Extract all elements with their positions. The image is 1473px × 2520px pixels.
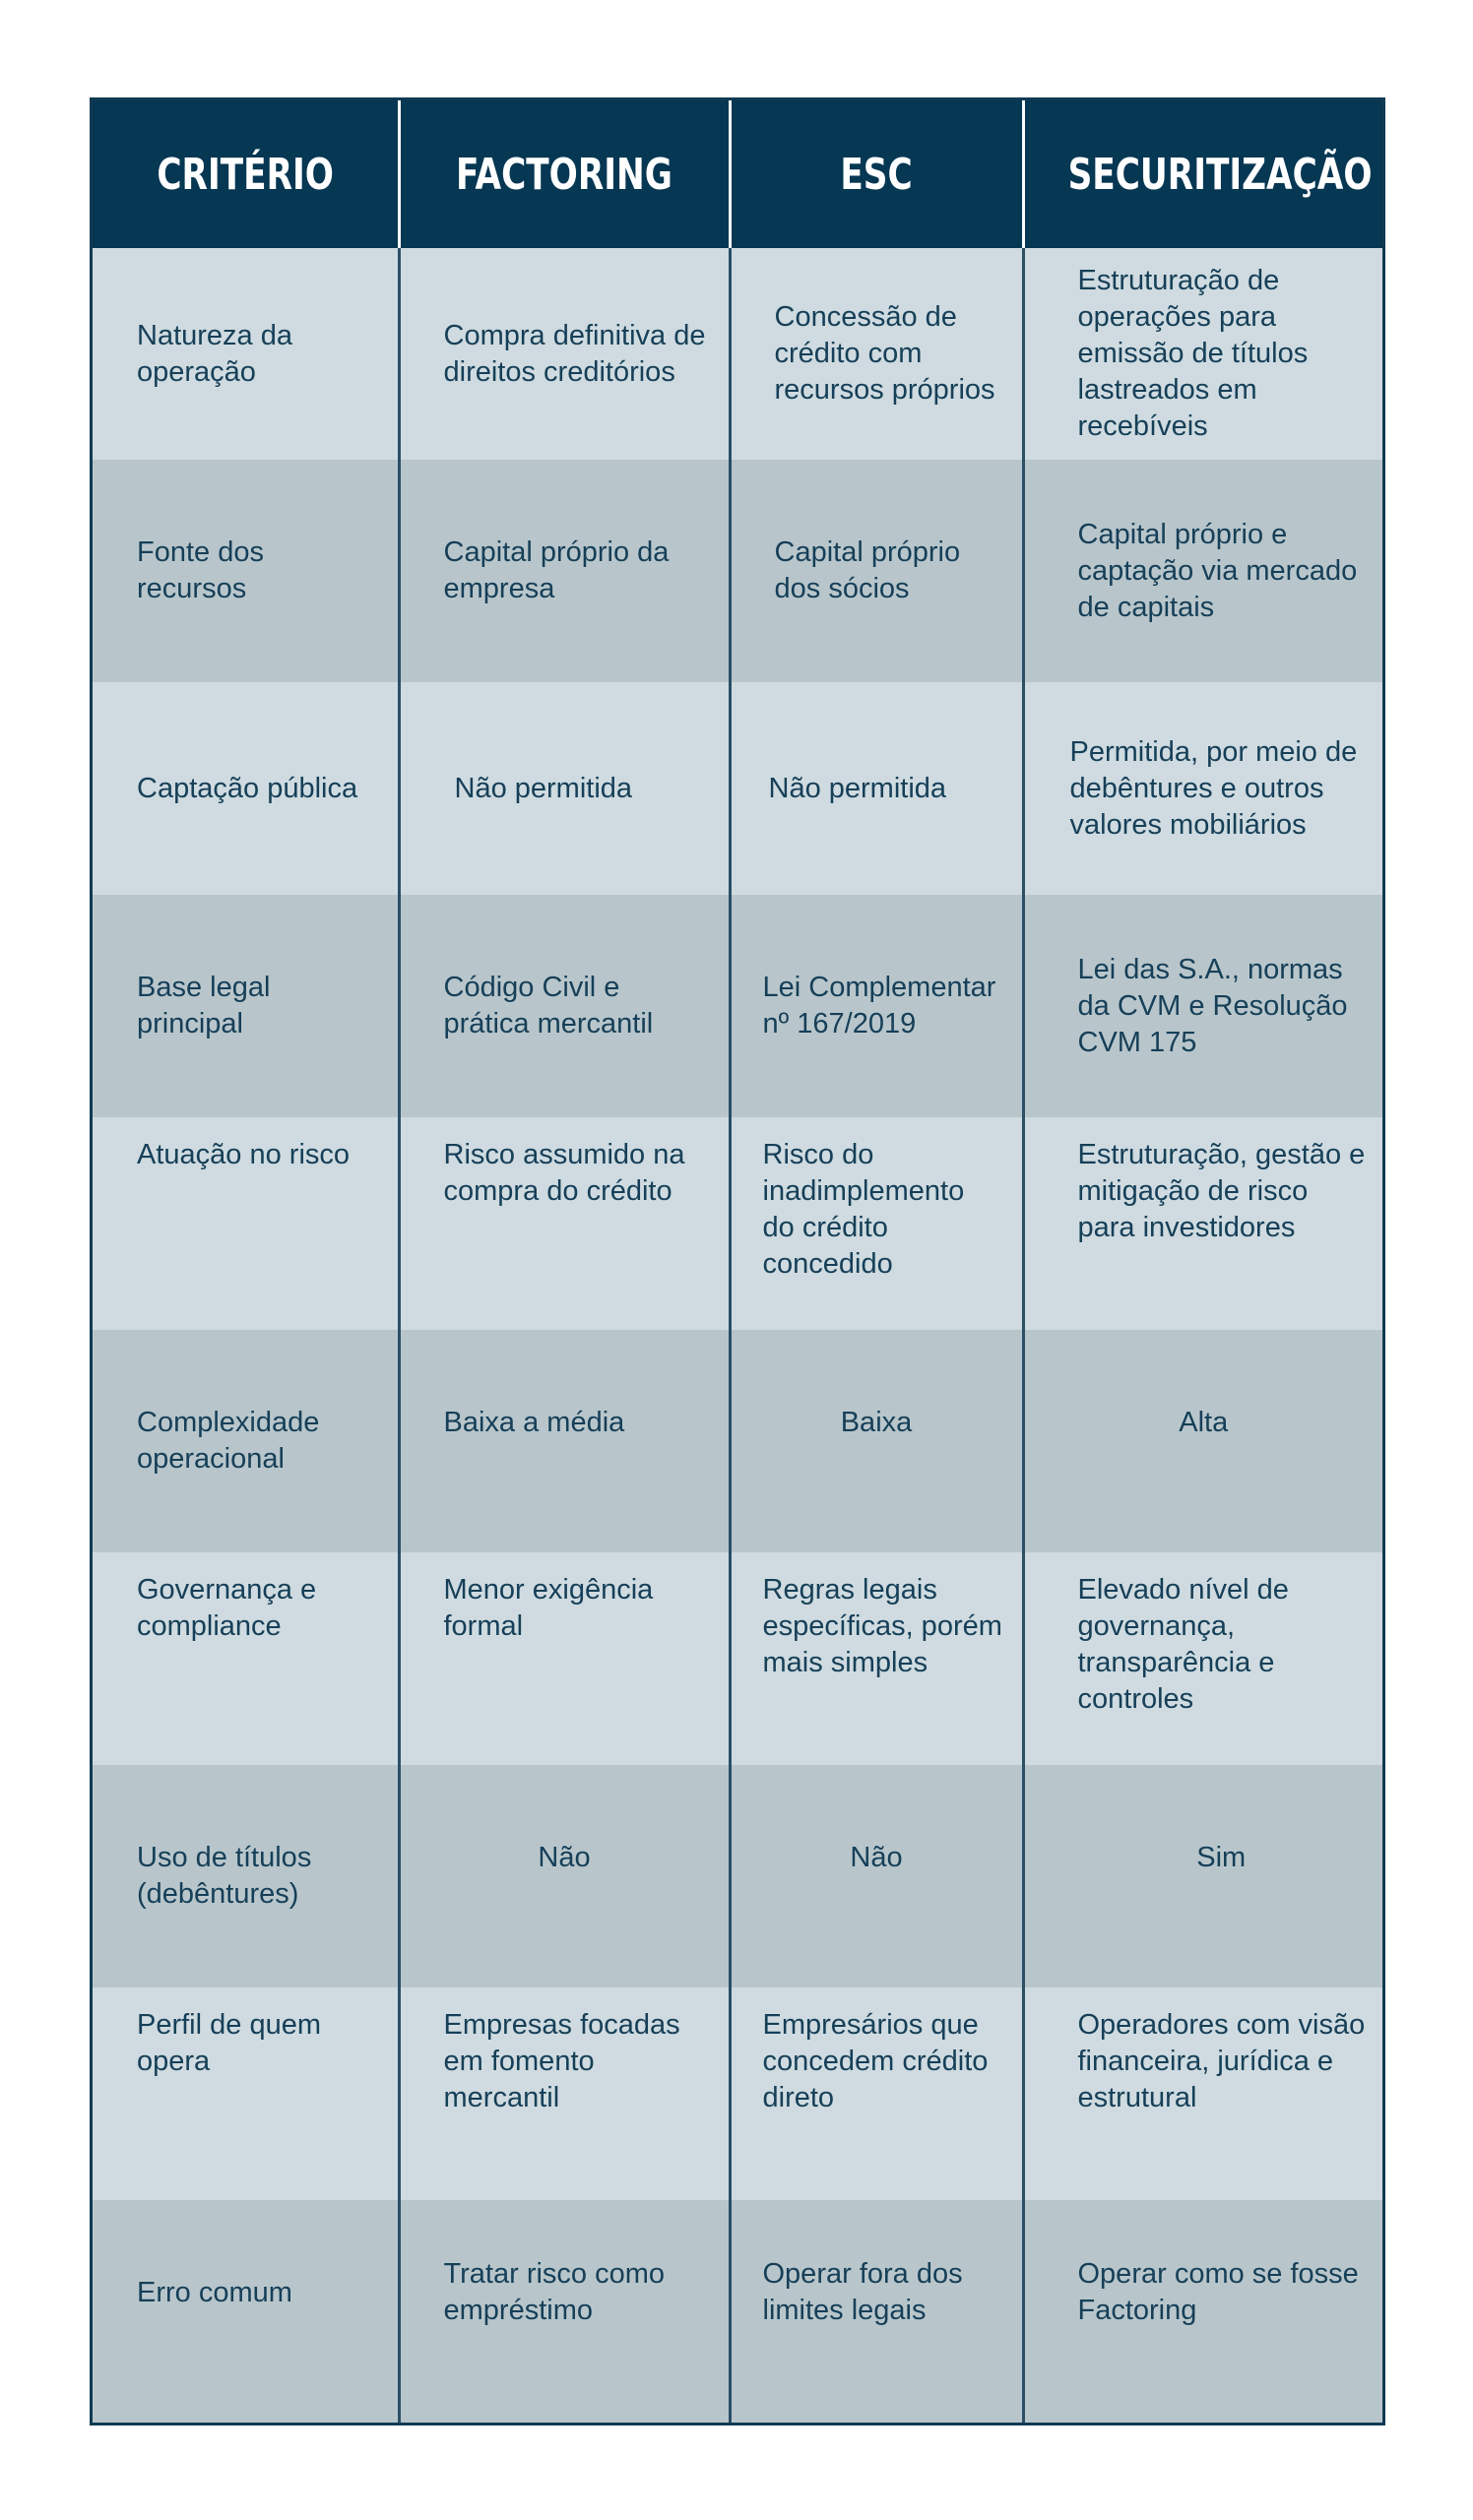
cell-criterio: Base legal principal: [93, 895, 399, 1117]
cell-esc: Não permitida: [730, 682, 1023, 895]
table-row: [93, 460, 1382, 682]
cell-criterio: Complexidade operacional: [93, 1330, 399, 1552]
table-row: [93, 1552, 1382, 1765]
table-row: [93, 1987, 1382, 2200]
table-row: [93, 682, 1382, 895]
cell-factoring: Empresas focadas em fomento mercantil: [399, 1987, 730, 2200]
cell-criterio: Perfil de quem opera: [93, 1987, 399, 2200]
comparison-table-container: [90, 97, 1385, 2426]
table-row: [93, 1330, 1382, 1552]
cell-factoring: Código Civil e prática mercantil: [399, 895, 730, 1117]
cell-securitizacao: Lei das S.A., normas da CVM e Resolução CVM 175: [1023, 895, 1382, 1117]
cell-securitizacao: Operadores com visão financeira, jurídica e estrutural: [1023, 1987, 1382, 2200]
cell-factoring: Tratar risco como empréstimo: [399, 2200, 730, 2423]
table-row: [93, 2200, 1382, 2423]
cell-securitizacao: Estruturação de operações para emissão de títulos lastreados em recebíveis: [1023, 248, 1382, 460]
cell-securitizacao: Estruturação, gestão e mitigação de risco para investidores: [1023, 1117, 1382, 1330]
header-esc: ESC: [730, 100, 1023, 248]
table-row: [93, 248, 1382, 460]
header-factoring: FACTORING: [399, 100, 730, 248]
cell-factoring: Risco assumido na compra do crédito: [399, 1117, 730, 1330]
header-criterio: CRITÉRIO: [93, 100, 399, 248]
cell-criterio: Erro comum: [93, 2200, 399, 2423]
cell-factoring: Não permitida: [399, 682, 730, 895]
cell-factoring: Não: [399, 1765, 730, 1987]
header-row: [93, 100, 1382, 248]
table-row: [93, 1117, 1382, 1330]
cell-securitizacao: Alta: [1023, 1330, 1382, 1552]
cell-criterio: Atuação no risco: [93, 1117, 399, 1330]
cell-criterio: Governança e compliance: [93, 1552, 399, 1765]
cell-esc: Concessão de crédito com recursos próprios: [730, 248, 1023, 460]
cell-esc: Lei Complementar nº 167/2019: [730, 895, 1023, 1117]
cell-criterio: Captação pública: [93, 682, 399, 895]
cell-criterio: Natureza da operação: [93, 248, 399, 460]
header-securitizacao: SECURITIZAÇÃO: [1023, 100, 1382, 248]
cell-securitizacao: Elevado nível de governança, transparência e controles: [1023, 1552, 1382, 1765]
cell-securitizacao: Permitida, por meio de debêntures e outros valores mobiliários: [1023, 682, 1382, 895]
cell-esc: Operar fora dos limites legais: [730, 2200, 1023, 2423]
table-row: [93, 895, 1382, 1117]
cell-esc: Risco do inadimplemento do crédito concedido: [730, 1117, 1023, 1330]
cell-factoring: Baixa a média: [399, 1330, 730, 1552]
comparison-table: [93, 100, 1382, 2423]
cell-esc: Baixa: [730, 1330, 1023, 1552]
cell-factoring: Menor exigência formal: [399, 1552, 730, 1765]
table-row: [93, 1765, 1382, 1987]
cell-factoring: Capital próprio da empresa: [399, 460, 730, 682]
cell-securitizacao: Operar como se fosse Factoring: [1023, 2200, 1382, 2423]
cell-securitizacao: Sim: [1023, 1765, 1382, 1987]
cell-criterio: Uso de títulos (debêntures): [93, 1765, 399, 1987]
cell-securitizacao: Capital próprio e captação via mercado de capitais: [1023, 460, 1382, 682]
cell-esc: Regras legais específicas, porém mais simples: [730, 1552, 1023, 1765]
cell-criterio: Fonte dos recursos: [93, 460, 399, 682]
cell-factoring: Compra definitiva de direitos creditórios: [399, 248, 730, 460]
cell-esc: Capital próprio dos sócios: [730, 460, 1023, 682]
cell-esc: Não: [730, 1765, 1023, 1987]
cell-esc: Empresários que concedem crédito direto: [730, 1987, 1023, 2200]
